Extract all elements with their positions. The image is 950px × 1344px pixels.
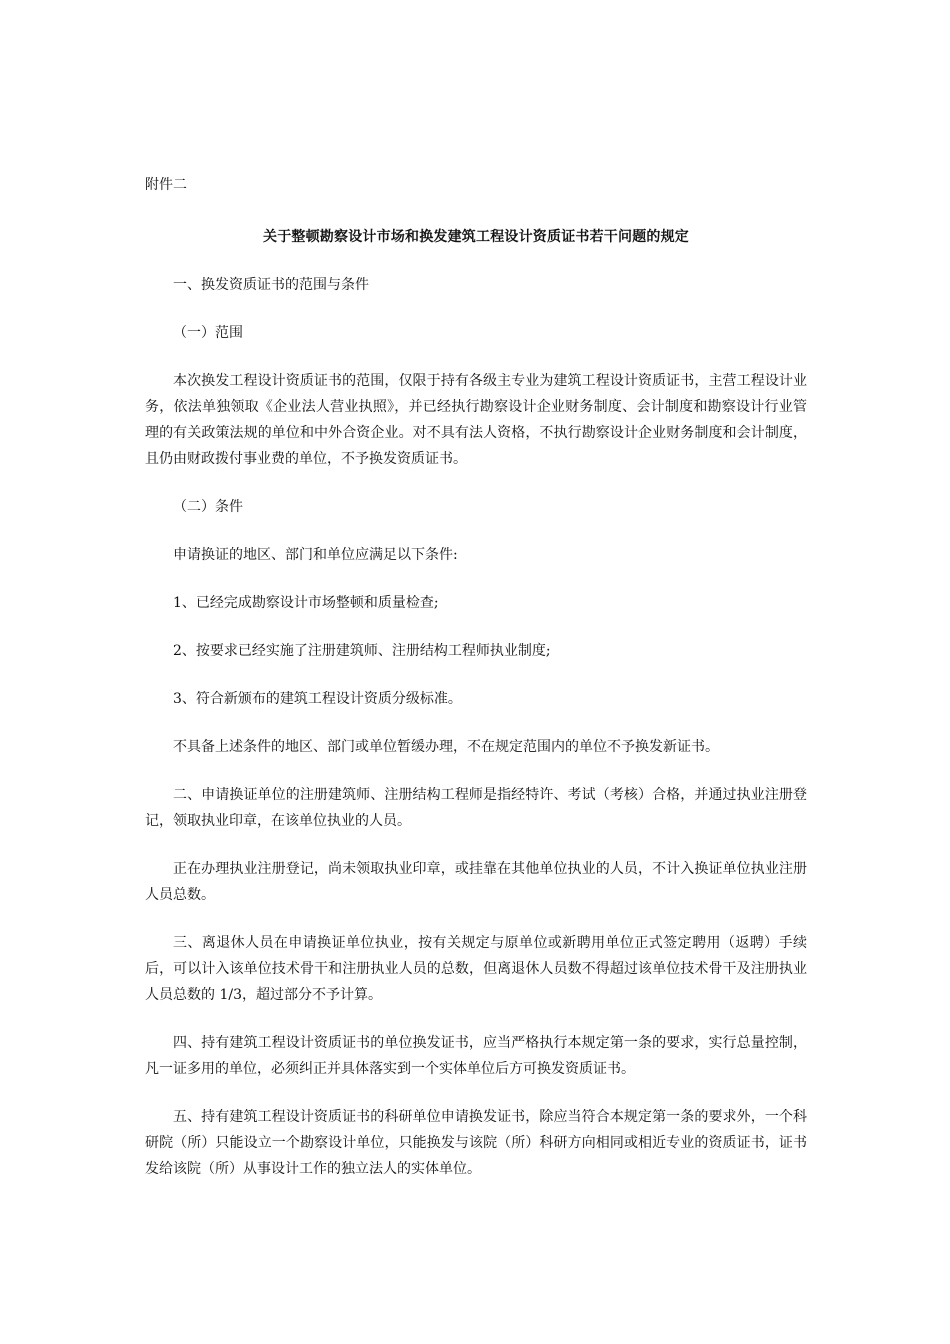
conditions-note: 不具备上述条件的地区、部门或单位暂缓办理，不在规定范围内的单位不予换发新证书。	[173, 739, 719, 755]
section-3-paragraph: 三、离退休人员在申请换证单位执业，按有关规定与原单位或新聘用单位正式签定聘用（返聘）手续后，可以计入该单位技术骨干和注册执业人员的总数，但离退休人员数不得超过该单位技术骨干及注册执业人员总数的 1/3，超过部分不予计算。	[145, 935, 807, 1003]
subsection-conditions-heading: （二）条件	[173, 499, 243, 515]
condition-item-2: 2、按要求已经实施了注册建筑师、注册结构工程师执业制度;	[173, 643, 551, 659]
document-page	[145, 172, 807, 1204]
section-1-heading: 一、换发资质证书的范围与条件	[173, 277, 369, 293]
section-2-paragraph: 二、申请换证单位的注册建筑师、注册结构工程师是指经特许、考试（考核）合格，并通过执业注册登记，领取执业印章，在该单位执业的人员。	[145, 787, 807, 829]
section-4-paragraph: 四、持有建筑工程设计资质证书的单位换发证书，应当严格执行本规定第一条的要求，实行总量控制，凡一证多用的单位，必须纠正并具体落实到一个实体单位后方可换发资质证书。	[145, 1035, 807, 1077]
document-title: 关于整顿勘察设计市场和换发建筑工程设计资质证书若干问题的规定	[263, 229, 689, 245]
condition-item-3: 3、符合新颁布的建筑工程设计资质分级标准。	[173, 691, 462, 707]
section-5-paragraph: 五、持有建筑工程设计资质证书的科研单位申请换发证书，除应当符合本规定第一条的要求外，一个科研院（所）只能设立一个勘察设计单位，只能换发与该院（所）科研方向相同或相近专业的资质证书，证书发给该院（所）从事设计工作的独立法人的实体单位。	[145, 1109, 807, 1177]
scope-paragraph: 本次换发工程设计资质证书的范围，仅限于持有各级主专业为建筑工程设计资质证书，主营工程设计业务，依法单独领取《企业法人营业执照》，并已经执行勘察设计企业财务制度、会计制度和勘察设计行业管理的有关政策法规的单位和中外合资企业。对不具有法人资格，不执行勘察设计企业财务制度和会计制度，且仍由财政拨付事业费的单位，不予换发资质证书。	[145, 373, 807, 467]
condition-item-1: 1、已经完成勘察设计市场整顿和质量检查;	[173, 595, 439, 611]
section-2-note: 正在办理执业注册登记，尚未领取执业印章，或挂靠在其他单位执业的人员，不计入换证单位执业注册人员总数。	[145, 861, 807, 903]
conditions-intro: 申请换证的地区、部门和单位应满足以下条件:	[173, 547, 458, 563]
attachment-label: 附件二	[145, 177, 187, 193]
subsection-scope-heading: （一）范围	[173, 325, 243, 341]
